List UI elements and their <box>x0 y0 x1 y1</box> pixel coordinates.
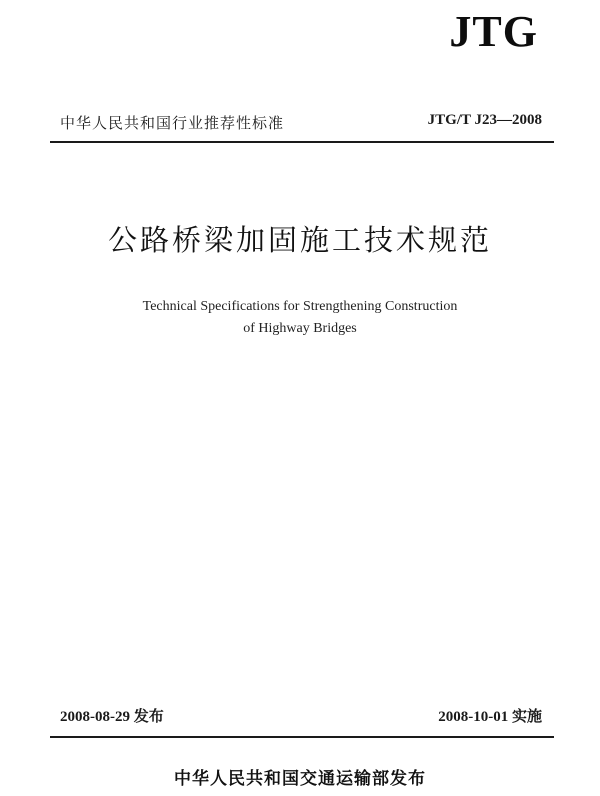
title-en-line-1: Technical Specifications for Strengthening Construction <box>142 299 458 314</box>
footer-divider <box>50 736 554 738</box>
title-en-line-2: of Highway Bridges <box>243 321 357 336</box>
header-divider <box>50 141 554 143</box>
jtg-logo: JTG <box>449 7 538 56</box>
effective-date: 2008-10-01 实施 <box>438 709 542 725</box>
standard-code: JTG/T J23—2008 <box>427 112 542 128</box>
document-title-zh: 公路桥梁加固施工技术规范 <box>107 223 492 257</box>
issue-date: 2008-08-29 发布 <box>60 709 164 725</box>
publisher: 中华人民共和国交通运输部发布 <box>174 769 426 789</box>
document-title-en <box>0 296 600 340</box>
standard-category: 中华人民共和国行业推荐性标准 <box>60 114 285 132</box>
